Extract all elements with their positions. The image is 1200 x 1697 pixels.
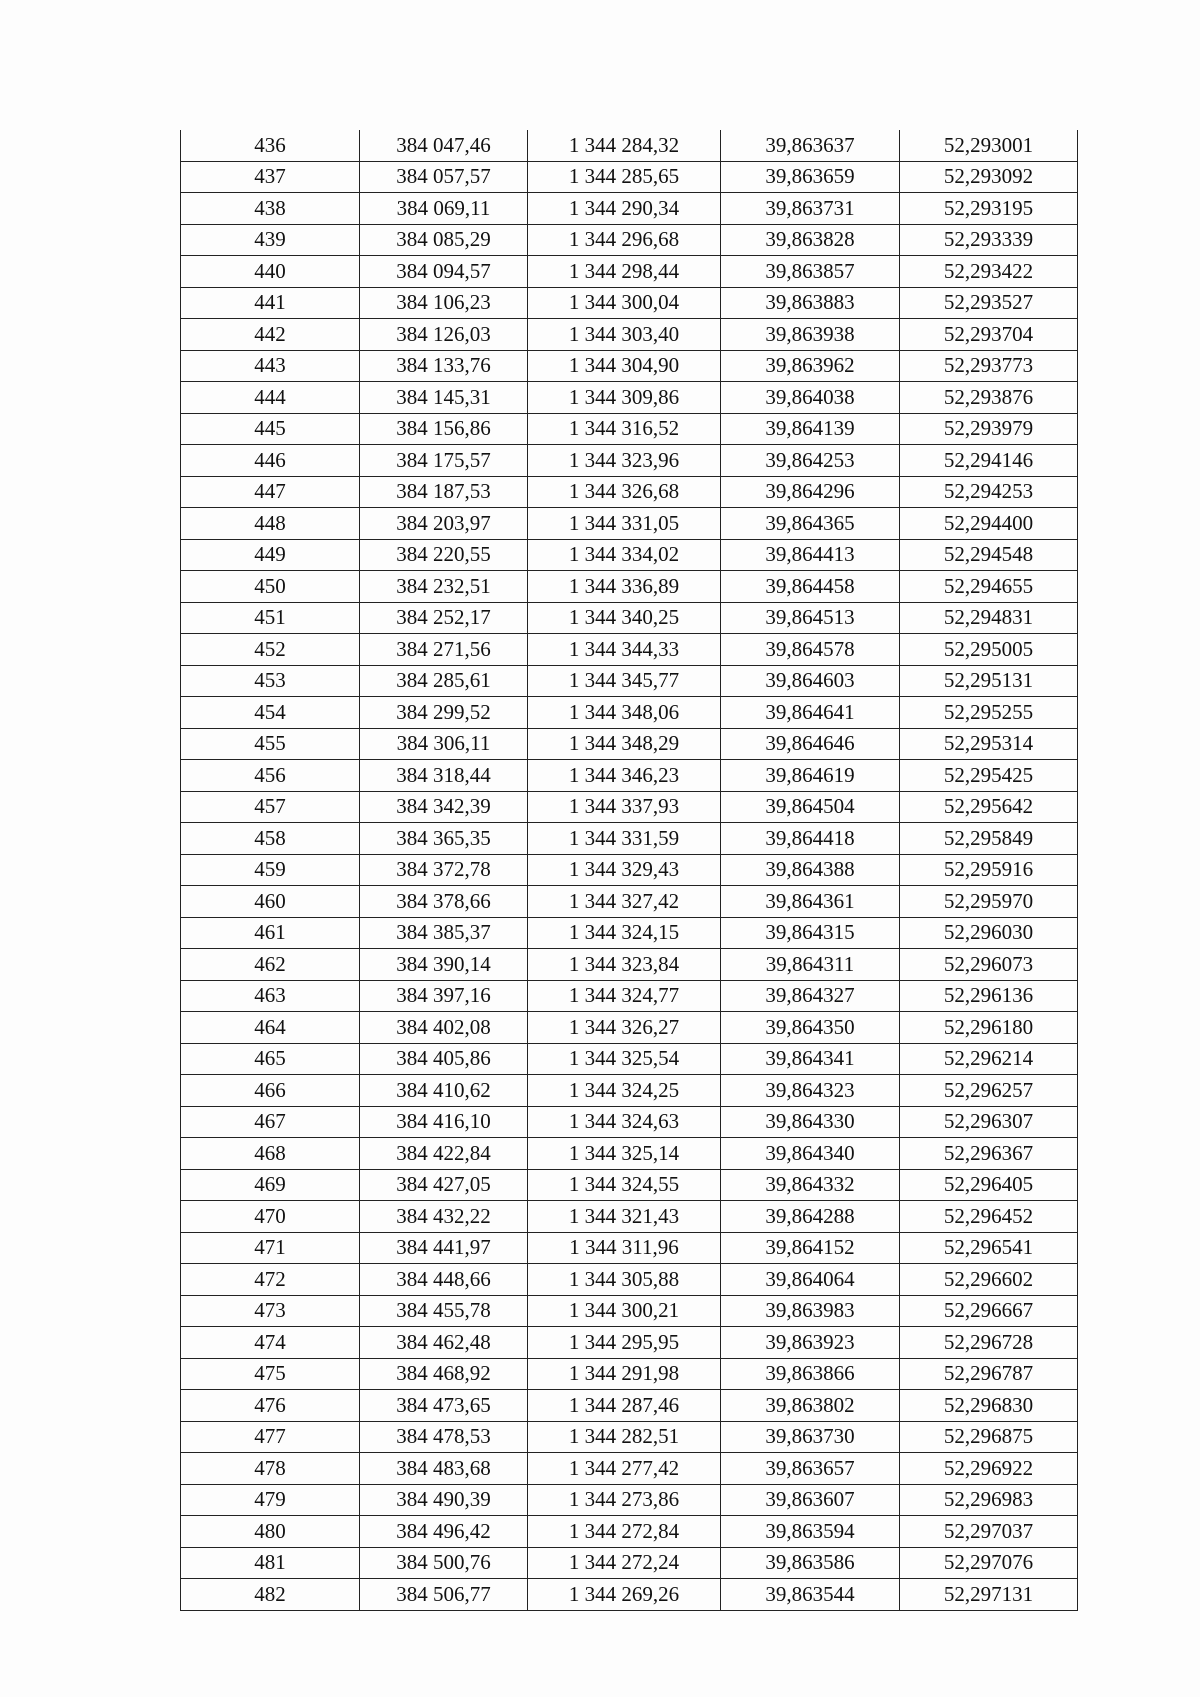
x-coordinate-cell: 384 427,05 — [360, 1169, 528, 1201]
x-coordinate-cell: 384 462,48 — [360, 1327, 528, 1359]
latitude-cell: 52,296983 — [900, 1484, 1078, 1516]
longitude-cell: 39,863730 — [721, 1421, 900, 1453]
table-row — [181, 1043, 1078, 1075]
x-coordinate-cell: 384 057,57 — [360, 161, 528, 193]
table-row — [181, 382, 1078, 414]
point-number-cell: 479 — [181, 1484, 360, 1516]
table-row — [181, 980, 1078, 1012]
latitude-cell: 52,296830 — [900, 1390, 1078, 1422]
point-number-cell: 436 — [181, 130, 360, 161]
longitude-cell: 39,864513 — [721, 602, 900, 634]
table-row — [181, 602, 1078, 634]
latitude-cell: 52,295005 — [900, 634, 1078, 666]
point-number-cell: 467 — [181, 1106, 360, 1138]
table-row — [181, 224, 1078, 256]
point-number-cell: 482 — [181, 1579, 360, 1611]
y-coordinate-cell: 1 344 290,34 — [528, 193, 721, 225]
point-number-cell: 460 — [181, 886, 360, 918]
x-coordinate-cell: 384 306,11 — [360, 728, 528, 760]
y-coordinate-cell: 1 344 326,27 — [528, 1012, 721, 1044]
latitude-cell: 52,293195 — [900, 193, 1078, 225]
y-coordinate-cell: 1 344 284,32 — [528, 130, 721, 161]
latitude-cell: 52,296214 — [900, 1043, 1078, 1075]
point-number-cell: 472 — [181, 1264, 360, 1296]
longitude-cell: 39,864332 — [721, 1169, 900, 1201]
x-coordinate-cell: 384 175,57 — [360, 445, 528, 477]
table-row — [181, 791, 1078, 823]
y-coordinate-cell: 1 344 269,26 — [528, 1579, 721, 1611]
x-coordinate-cell: 384 047,46 — [360, 130, 528, 161]
x-coordinate-cell: 384 478,53 — [360, 1421, 528, 1453]
y-coordinate-cell: 1 344 329,43 — [528, 854, 721, 886]
longitude-cell: 39,863594 — [721, 1516, 900, 1548]
point-number-cell: 456 — [181, 760, 360, 792]
longitude-cell: 39,863983 — [721, 1295, 900, 1327]
longitude-cell: 39,864038 — [721, 382, 900, 414]
latitude-cell: 52,293339 — [900, 224, 1078, 256]
longitude-cell: 39,863731 — [721, 193, 900, 225]
longitude-cell: 39,864064 — [721, 1264, 900, 1296]
longitude-cell: 39,863866 — [721, 1358, 900, 1390]
point-number-cell: 439 — [181, 224, 360, 256]
y-coordinate-cell: 1 344 273,86 — [528, 1484, 721, 1516]
table-row — [181, 1138, 1078, 1170]
x-coordinate-cell: 384 500,76 — [360, 1547, 528, 1579]
x-coordinate-cell: 384 252,17 — [360, 602, 528, 634]
table-row — [181, 949, 1078, 981]
latitude-cell: 52,294831 — [900, 602, 1078, 634]
y-coordinate-cell: 1 344 323,84 — [528, 949, 721, 981]
table-row — [181, 1484, 1078, 1516]
table-row — [181, 1075, 1078, 1107]
x-coordinate-cell: 384 271,56 — [360, 634, 528, 666]
table-row — [181, 1106, 1078, 1138]
x-coordinate-cell: 384 441,97 — [360, 1232, 528, 1264]
x-coordinate-cell: 384 390,14 — [360, 949, 528, 981]
latitude-cell: 52,297131 — [900, 1579, 1078, 1611]
y-coordinate-cell: 1 344 324,15 — [528, 917, 721, 949]
latitude-cell: 52,296073 — [900, 949, 1078, 981]
y-coordinate-cell: 1 344 316,52 — [528, 413, 721, 445]
point-number-cell: 476 — [181, 1390, 360, 1422]
y-coordinate-cell: 1 344 324,55 — [528, 1169, 721, 1201]
point-number-cell: 452 — [181, 634, 360, 666]
latitude-cell: 52,295131 — [900, 665, 1078, 697]
latitude-cell: 52,296405 — [900, 1169, 1078, 1201]
point-number-cell: 449 — [181, 539, 360, 571]
y-coordinate-cell: 1 344 309,86 — [528, 382, 721, 414]
table-row — [181, 1579, 1078, 1611]
coordinates-table — [180, 130, 1078, 1611]
latitude-cell: 52,296728 — [900, 1327, 1078, 1359]
table-row — [181, 917, 1078, 949]
latitude-cell: 52,293527 — [900, 287, 1078, 319]
table-row — [181, 1232, 1078, 1264]
y-coordinate-cell: 1 344 336,89 — [528, 571, 721, 603]
y-coordinate-cell: 1 344 303,40 — [528, 319, 721, 351]
table-row — [181, 665, 1078, 697]
point-number-cell: 468 — [181, 1138, 360, 1170]
point-number-cell: 469 — [181, 1169, 360, 1201]
latitude-cell: 52,293422 — [900, 256, 1078, 288]
x-coordinate-cell: 384 416,10 — [360, 1106, 528, 1138]
latitude-cell: 52,297037 — [900, 1516, 1078, 1548]
x-coordinate-cell: 384 220,55 — [360, 539, 528, 571]
x-coordinate-cell: 384 318,44 — [360, 760, 528, 792]
longitude-cell: 39,864646 — [721, 728, 900, 760]
point-number-cell: 437 — [181, 161, 360, 193]
latitude-cell: 52,294253 — [900, 476, 1078, 508]
point-number-cell: 445 — [181, 413, 360, 445]
latitude-cell: 52,297076 — [900, 1547, 1078, 1579]
y-coordinate-cell: 1 344 331,59 — [528, 823, 721, 855]
longitude-cell: 39,864327 — [721, 980, 900, 1012]
y-coordinate-cell: 1 344 323,96 — [528, 445, 721, 477]
point-number-cell: 480 — [181, 1516, 360, 1548]
table-row — [181, 1453, 1078, 1485]
table-row — [181, 161, 1078, 193]
point-number-cell: 441 — [181, 287, 360, 319]
table-row — [181, 823, 1078, 855]
longitude-cell: 39,864413 — [721, 539, 900, 571]
x-coordinate-cell: 384 378,66 — [360, 886, 528, 918]
longitude-cell: 39,864458 — [721, 571, 900, 603]
y-coordinate-cell: 1 344 282,51 — [528, 1421, 721, 1453]
table-row — [181, 476, 1078, 508]
latitude-cell: 52,294400 — [900, 508, 1078, 540]
table-row — [181, 1358, 1078, 1390]
y-coordinate-cell: 1 344 300,04 — [528, 287, 721, 319]
point-number-cell: 453 — [181, 665, 360, 697]
longitude-cell: 39,863607 — [721, 1484, 900, 1516]
longitude-cell: 39,863923 — [721, 1327, 900, 1359]
latitude-cell: 52,293773 — [900, 350, 1078, 382]
y-coordinate-cell: 1 344 298,44 — [528, 256, 721, 288]
latitude-cell: 52,296922 — [900, 1453, 1078, 1485]
y-coordinate-cell: 1 344 285,65 — [528, 161, 721, 193]
table-row — [181, 1327, 1078, 1359]
point-number-cell: 477 — [181, 1421, 360, 1453]
longitude-cell: 39,863657 — [721, 1453, 900, 1485]
y-coordinate-cell: 1 344 326,68 — [528, 476, 721, 508]
x-coordinate-cell: 384 455,78 — [360, 1295, 528, 1327]
y-coordinate-cell: 1 344 344,33 — [528, 634, 721, 666]
y-coordinate-cell: 1 344 272,24 — [528, 1547, 721, 1579]
longitude-cell: 39,864330 — [721, 1106, 900, 1138]
table-row — [181, 854, 1078, 886]
longitude-cell: 39,863802 — [721, 1390, 900, 1422]
y-coordinate-cell: 1 344 331,05 — [528, 508, 721, 540]
point-number-cell: 464 — [181, 1012, 360, 1044]
latitude-cell: 52,296030 — [900, 917, 1078, 949]
latitude-cell: 52,295849 — [900, 823, 1078, 855]
x-coordinate-cell: 384 069,11 — [360, 193, 528, 225]
point-number-cell: 471 — [181, 1232, 360, 1264]
latitude-cell: 52,296602 — [900, 1264, 1078, 1296]
x-coordinate-cell: 384 126,03 — [360, 319, 528, 351]
point-number-cell: 466 — [181, 1075, 360, 1107]
longitude-cell: 39,864288 — [721, 1201, 900, 1233]
point-number-cell: 448 — [181, 508, 360, 540]
longitude-cell: 39,864139 — [721, 413, 900, 445]
longitude-cell: 39,863938 — [721, 319, 900, 351]
latitude-cell: 52,293876 — [900, 382, 1078, 414]
latitude-cell: 52,293979 — [900, 413, 1078, 445]
latitude-cell: 52,293001 — [900, 130, 1078, 161]
table-row — [181, 1295, 1078, 1327]
table-row — [181, 886, 1078, 918]
table-row — [181, 287, 1078, 319]
x-coordinate-cell: 384 106,23 — [360, 287, 528, 319]
y-coordinate-cell: 1 344 295,95 — [528, 1327, 721, 1359]
table-row — [181, 1264, 1078, 1296]
y-coordinate-cell: 1 344 324,25 — [528, 1075, 721, 1107]
point-number-cell: 475 — [181, 1358, 360, 1390]
x-coordinate-cell: 384 133,76 — [360, 350, 528, 382]
table-row — [181, 193, 1078, 225]
point-number-cell: 450 — [181, 571, 360, 603]
latitude-cell: 52,295314 — [900, 728, 1078, 760]
x-coordinate-cell: 384 473,65 — [360, 1390, 528, 1422]
latitude-cell: 52,295255 — [900, 697, 1078, 729]
x-coordinate-cell: 384 432,22 — [360, 1201, 528, 1233]
point-number-cell: 446 — [181, 445, 360, 477]
longitude-cell: 39,863962 — [721, 350, 900, 382]
longitude-cell: 39,864311 — [721, 949, 900, 981]
x-coordinate-cell: 384 385,37 — [360, 917, 528, 949]
latitude-cell: 52,296787 — [900, 1358, 1078, 1390]
x-coordinate-cell: 384 468,92 — [360, 1358, 528, 1390]
point-number-cell: 442 — [181, 319, 360, 351]
table-row — [181, 508, 1078, 540]
latitude-cell: 52,295642 — [900, 791, 1078, 823]
y-coordinate-cell: 1 344 340,25 — [528, 602, 721, 634]
x-coordinate-cell: 384 285,61 — [360, 665, 528, 697]
longitude-cell: 39,864323 — [721, 1075, 900, 1107]
latitude-cell: 52,294655 — [900, 571, 1078, 603]
table-row — [181, 413, 1078, 445]
longitude-cell: 39,863637 — [721, 130, 900, 161]
latitude-cell: 52,296136 — [900, 980, 1078, 1012]
table-row — [181, 445, 1078, 477]
point-number-cell: 459 — [181, 854, 360, 886]
latitude-cell: 52,296452 — [900, 1201, 1078, 1233]
x-coordinate-cell: 384 397,16 — [360, 980, 528, 1012]
point-number-cell: 454 — [181, 697, 360, 729]
longitude-cell: 39,864296 — [721, 476, 900, 508]
point-number-cell: 444 — [181, 382, 360, 414]
latitude-cell: 52,296257 — [900, 1075, 1078, 1107]
latitude-cell: 52,295425 — [900, 760, 1078, 792]
x-coordinate-cell: 384 203,97 — [360, 508, 528, 540]
longitude-cell: 39,864361 — [721, 886, 900, 918]
longitude-cell: 39,864350 — [721, 1012, 900, 1044]
y-coordinate-cell: 1 344 296,68 — [528, 224, 721, 256]
y-coordinate-cell: 1 344 311,96 — [528, 1232, 721, 1264]
longitude-cell: 39,863857 — [721, 256, 900, 288]
y-coordinate-cell: 1 344 325,14 — [528, 1138, 721, 1170]
y-coordinate-cell: 1 344 346,23 — [528, 760, 721, 792]
x-coordinate-cell: 384 496,42 — [360, 1516, 528, 1548]
longitude-cell: 39,864641 — [721, 697, 900, 729]
y-coordinate-cell: 1 344 305,88 — [528, 1264, 721, 1296]
table-row — [181, 760, 1078, 792]
table-row — [181, 130, 1078, 161]
latitude-cell: 52,296180 — [900, 1012, 1078, 1044]
longitude-cell: 39,864253 — [721, 445, 900, 477]
y-coordinate-cell: 1 344 327,42 — [528, 886, 721, 918]
longitude-cell: 39,863659 — [721, 161, 900, 193]
table-row — [181, 256, 1078, 288]
longitude-cell: 39,863883 — [721, 287, 900, 319]
table-row — [181, 1390, 1078, 1422]
longitude-cell: 39,864619 — [721, 760, 900, 792]
latitude-cell: 52,296541 — [900, 1232, 1078, 1264]
longitude-cell: 39,864365 — [721, 508, 900, 540]
point-number-cell: 447 — [181, 476, 360, 508]
x-coordinate-cell: 384 405,86 — [360, 1043, 528, 1075]
y-coordinate-cell: 1 344 277,42 — [528, 1453, 721, 1485]
x-coordinate-cell: 384 145,31 — [360, 382, 528, 414]
y-coordinate-cell: 1 344 325,54 — [528, 1043, 721, 1075]
longitude-cell: 39,864504 — [721, 791, 900, 823]
longitude-cell: 39,864578 — [721, 634, 900, 666]
longitude-cell: 39,864152 — [721, 1232, 900, 1264]
longitude-cell: 39,863586 — [721, 1547, 900, 1579]
point-number-cell: 470 — [181, 1201, 360, 1233]
latitude-cell: 52,295916 — [900, 854, 1078, 886]
x-coordinate-cell: 384 402,08 — [360, 1012, 528, 1044]
latitude-cell: 52,293092 — [900, 161, 1078, 193]
point-number-cell: 473 — [181, 1295, 360, 1327]
table-row — [181, 1169, 1078, 1201]
y-coordinate-cell: 1 344 348,29 — [528, 728, 721, 760]
longitude-cell: 39,864603 — [721, 665, 900, 697]
x-coordinate-cell: 384 085,29 — [360, 224, 528, 256]
y-coordinate-cell: 1 344 321,43 — [528, 1201, 721, 1233]
table-row — [181, 571, 1078, 603]
point-number-cell: 438 — [181, 193, 360, 225]
x-coordinate-cell: 384 187,53 — [360, 476, 528, 508]
x-coordinate-cell: 384 506,77 — [360, 1579, 528, 1611]
longitude-cell: 39,864341 — [721, 1043, 900, 1075]
point-number-cell: 478 — [181, 1453, 360, 1485]
y-coordinate-cell: 1 344 300,21 — [528, 1295, 721, 1327]
latitude-cell: 52,296667 — [900, 1295, 1078, 1327]
y-coordinate-cell: 1 344 324,77 — [528, 980, 721, 1012]
longitude-cell: 39,863544 — [721, 1579, 900, 1611]
table-row — [181, 1547, 1078, 1579]
latitude-cell: 52,296367 — [900, 1138, 1078, 1170]
longitude-cell: 39,864340 — [721, 1138, 900, 1170]
table-row — [181, 1201, 1078, 1233]
coordinates-table-body — [181, 130, 1078, 1610]
latitude-cell: 52,295970 — [900, 886, 1078, 918]
x-coordinate-cell: 384 372,78 — [360, 854, 528, 886]
longitude-cell: 39,864418 — [721, 823, 900, 855]
point-number-cell: 451 — [181, 602, 360, 634]
latitude-cell: 52,296875 — [900, 1421, 1078, 1453]
point-number-cell: 443 — [181, 350, 360, 382]
latitude-cell: 52,294548 — [900, 539, 1078, 571]
point-number-cell: 458 — [181, 823, 360, 855]
latitude-cell: 52,296307 — [900, 1106, 1078, 1138]
table-row — [181, 728, 1078, 760]
point-number-cell: 465 — [181, 1043, 360, 1075]
y-coordinate-cell: 1 344 287,46 — [528, 1390, 721, 1422]
point-number-cell: 455 — [181, 728, 360, 760]
longitude-cell: 39,864315 — [721, 917, 900, 949]
table-row — [181, 350, 1078, 382]
longitude-cell: 39,864388 — [721, 854, 900, 886]
x-coordinate-cell: 384 365,35 — [360, 823, 528, 855]
x-coordinate-cell: 384 448,66 — [360, 1264, 528, 1296]
x-coordinate-cell: 384 232,51 — [360, 571, 528, 603]
y-coordinate-cell: 1 344 272,84 — [528, 1516, 721, 1548]
point-number-cell: 463 — [181, 980, 360, 1012]
point-number-cell: 457 — [181, 791, 360, 823]
point-number-cell: 461 — [181, 917, 360, 949]
longitude-cell: 39,863828 — [721, 224, 900, 256]
latitude-cell: 52,293704 — [900, 319, 1078, 351]
point-number-cell: 474 — [181, 1327, 360, 1359]
y-coordinate-cell: 1 344 345,77 — [528, 665, 721, 697]
table-row — [181, 539, 1078, 571]
table-row — [181, 697, 1078, 729]
y-coordinate-cell: 1 344 304,90 — [528, 350, 721, 382]
point-number-cell: 462 — [181, 949, 360, 981]
x-coordinate-cell: 384 299,52 — [360, 697, 528, 729]
table-row — [181, 1421, 1078, 1453]
x-coordinate-cell: 384 483,68 — [360, 1453, 528, 1485]
y-coordinate-cell: 1 344 324,63 — [528, 1106, 721, 1138]
y-coordinate-cell: 1 344 334,02 — [528, 539, 721, 571]
point-number-cell: 481 — [181, 1547, 360, 1579]
x-coordinate-cell: 384 410,62 — [360, 1075, 528, 1107]
table-row — [181, 319, 1078, 351]
latitude-cell: 52,294146 — [900, 445, 1078, 477]
x-coordinate-cell: 384 342,39 — [360, 791, 528, 823]
y-coordinate-cell: 1 344 291,98 — [528, 1358, 721, 1390]
table-row — [181, 634, 1078, 666]
point-number-cell: 440 — [181, 256, 360, 288]
table-row — [181, 1012, 1078, 1044]
x-coordinate-cell: 384 490,39 — [360, 1484, 528, 1516]
x-coordinate-cell: 384 156,86 — [360, 413, 528, 445]
x-coordinate-cell: 384 422,84 — [360, 1138, 528, 1170]
y-coordinate-cell: 1 344 348,06 — [528, 697, 721, 729]
table-row — [181, 1516, 1078, 1548]
x-coordinate-cell: 384 094,57 — [360, 256, 528, 288]
y-coordinate-cell: 1 344 337,93 — [528, 791, 721, 823]
